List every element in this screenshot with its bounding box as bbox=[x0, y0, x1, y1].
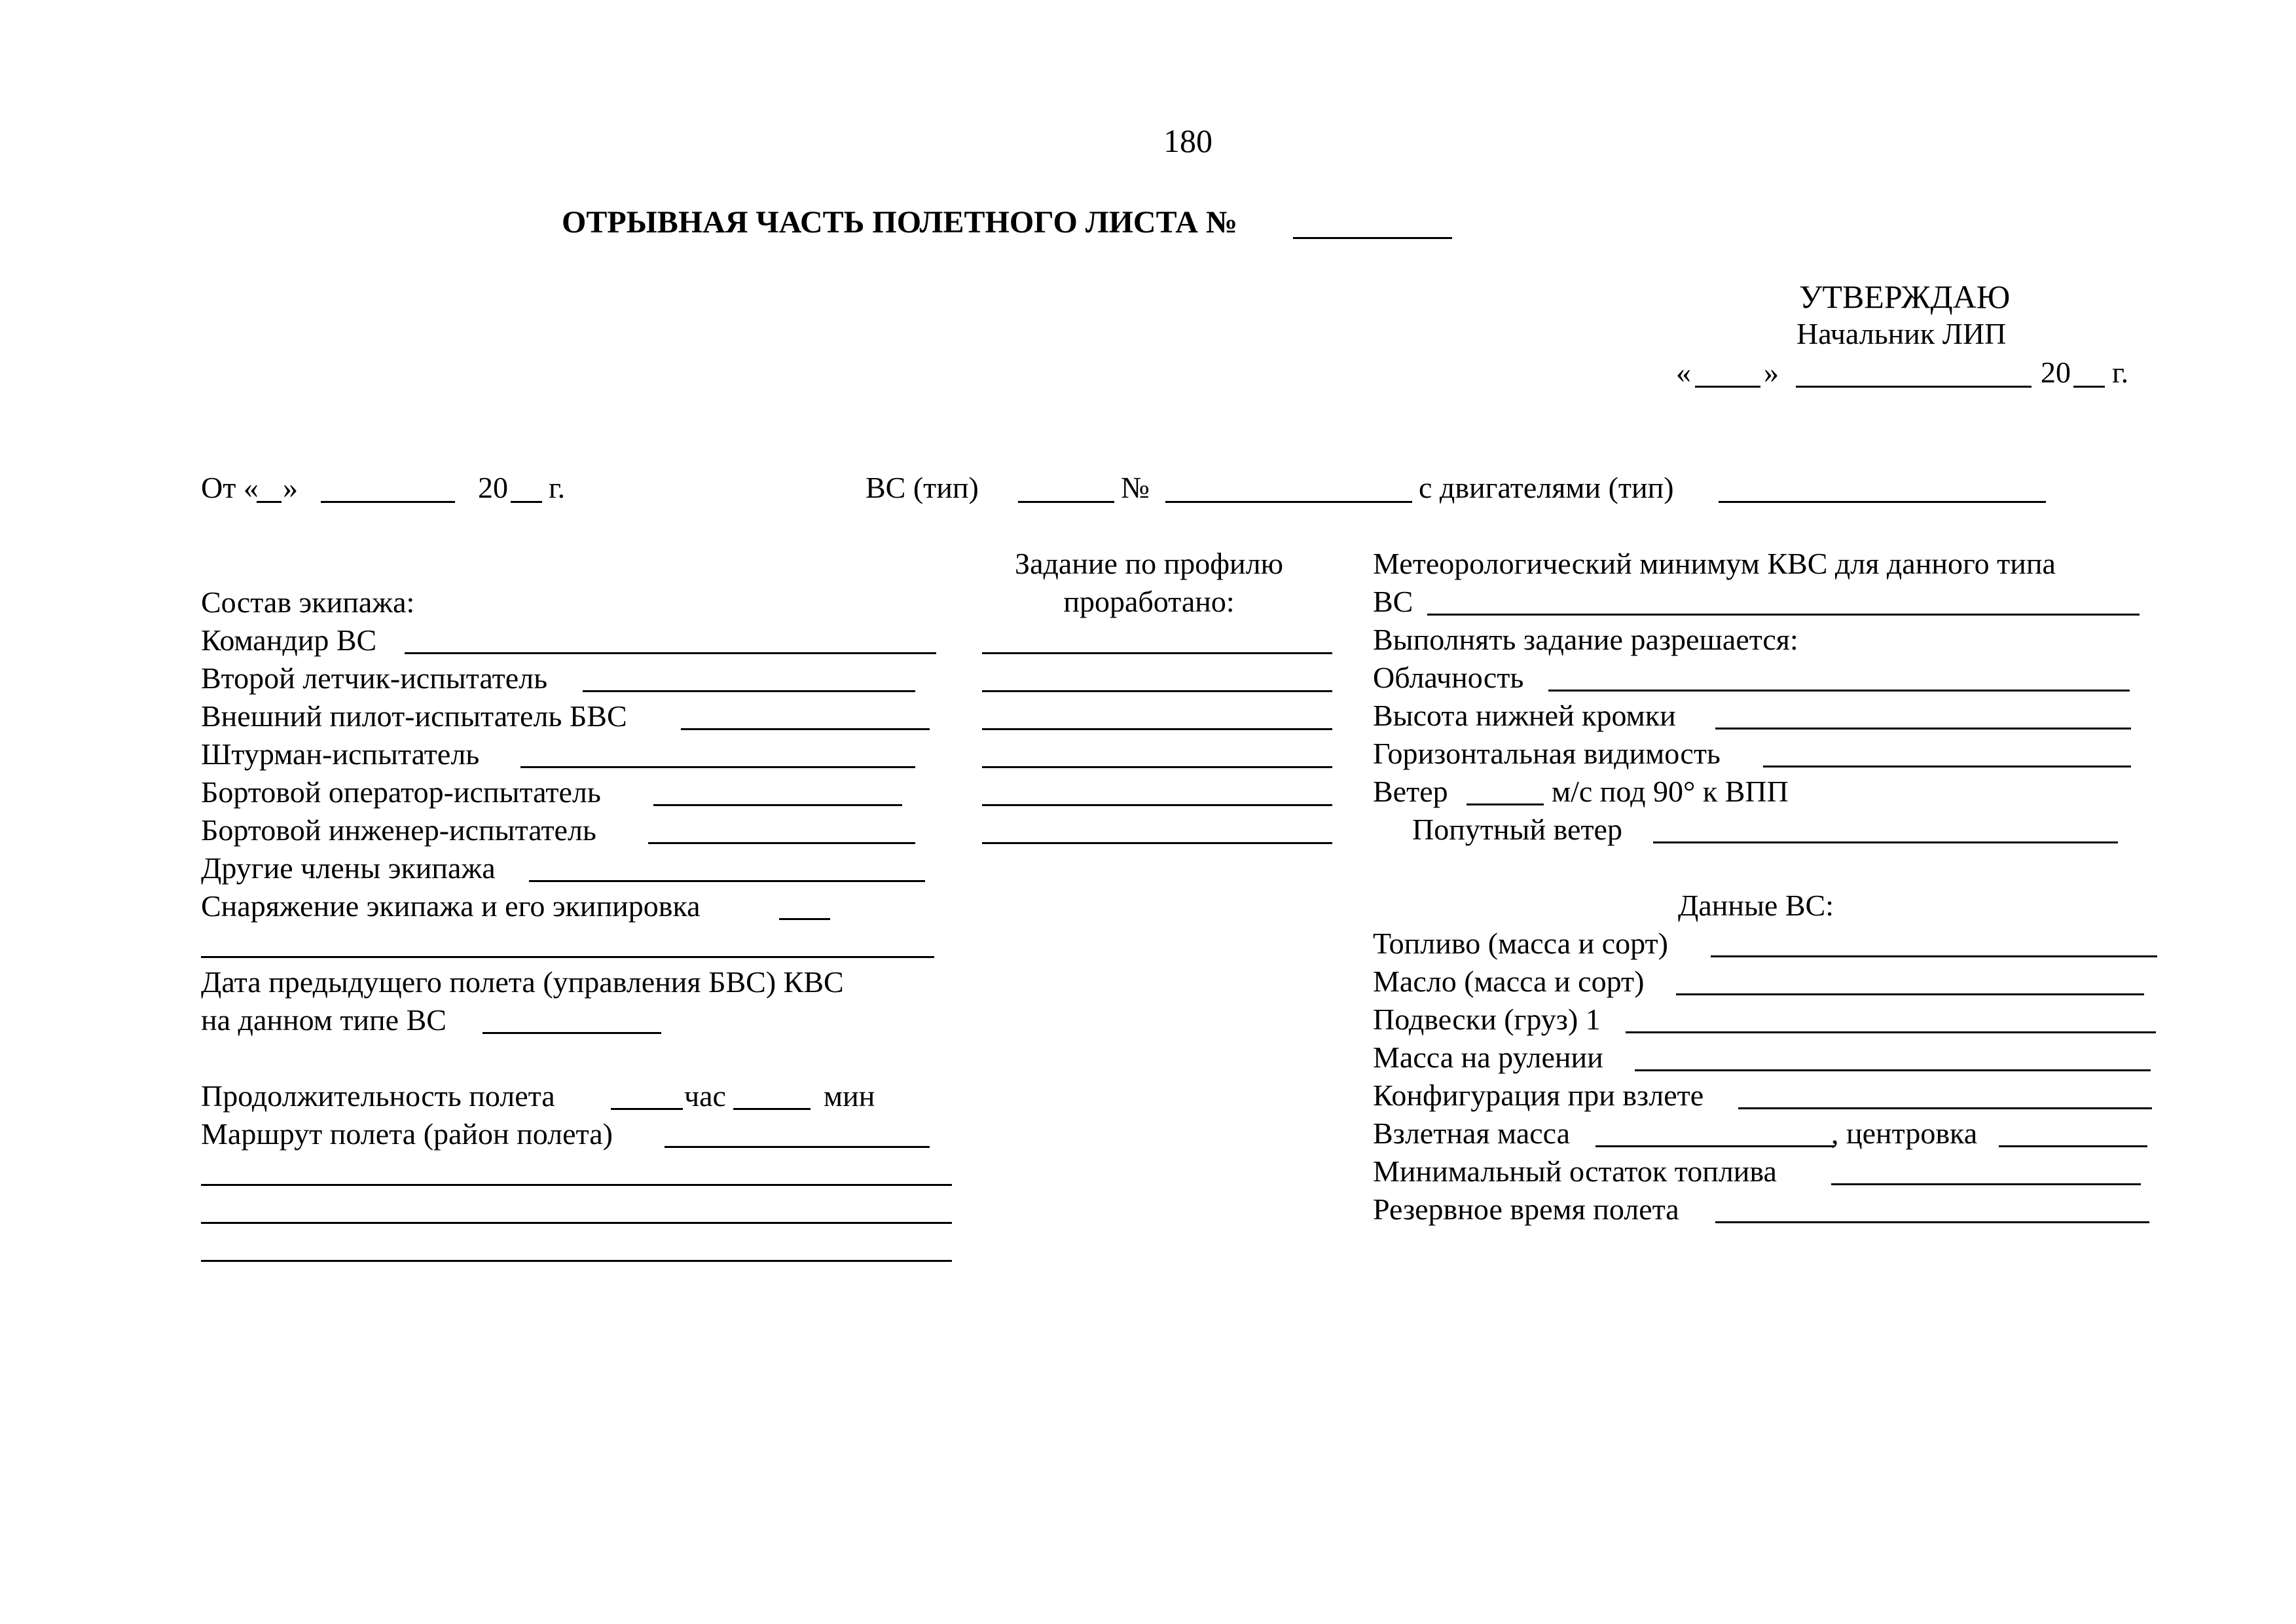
page-number: 180 bbox=[1163, 122, 1212, 159]
suspensions-label: Подвески (груз) 1 bbox=[1373, 1003, 1601, 1036]
wind-speed-blank[interactable] bbox=[1467, 803, 1544, 805]
cg-label: , центровка bbox=[1831, 1116, 1978, 1150]
suspensions-blank[interactable] bbox=[1626, 1031, 2156, 1033]
route-blank-line-3[interactable] bbox=[201, 1260, 952, 1262]
takeoff-config-label: Конфигурация при взлете bbox=[1373, 1079, 1704, 1112]
route-label: Маршрут полета (район полета) bbox=[201, 1117, 613, 1151]
profile-task-blank-3[interactable] bbox=[982, 728, 1332, 730]
prev-flight-label-1: Дата предыдущего полета (управления БВС) КВС bbox=[201, 965, 844, 999]
aircraft-type-label: ВС (тип) bbox=[866, 471, 979, 504]
from-year-blank[interactable] bbox=[511, 501, 542, 503]
aircraft-number-sign: № bbox=[1121, 471, 1150, 504]
from-year-prefix: 20 bbox=[478, 471, 508, 504]
onboard-engineer-label: Бортовой инженер-испытатель bbox=[201, 813, 596, 847]
duration-minutes-label: мин bbox=[824, 1079, 875, 1113]
from-day-blank[interactable] bbox=[257, 501, 282, 503]
approval-close-quote: » bbox=[1764, 356, 1779, 389]
commander-blank[interactable] bbox=[405, 652, 936, 654]
profile-task-blank-5[interactable] bbox=[982, 804, 1332, 806]
from-month-blank[interactable] bbox=[321, 501, 455, 503]
fuel-blank[interactable] bbox=[1711, 955, 2157, 957]
min-fuel-blank[interactable] bbox=[1831, 1183, 2141, 1185]
approval-open-quote: « bbox=[1676, 356, 1691, 389]
cloudiness-blank[interactable] bbox=[1548, 690, 2130, 692]
visibility-blank[interactable] bbox=[1763, 766, 2131, 767]
approval-year-suffix: г. bbox=[2112, 356, 2129, 389]
onboard-operator-blank[interactable] bbox=[653, 804, 902, 806]
profile-task-blank-4[interactable] bbox=[982, 766, 1332, 768]
duration-hours-label: час bbox=[684, 1079, 726, 1113]
tailwind-label: Попутный ветер bbox=[1412, 813, 1622, 846]
oil-label: Масло (масса и сорт) bbox=[1373, 965, 1645, 998]
weather-minimum-label-2: ВС bbox=[1373, 585, 1413, 618]
equipment-blank-line[interactable] bbox=[201, 956, 934, 958]
engines-type-blank[interactable] bbox=[1719, 501, 2046, 503]
cloudiness-label: Облачность bbox=[1373, 661, 1524, 694]
fuel-label: Топливо (масса и сорт) bbox=[1373, 927, 1668, 960]
taxi-mass-blank[interactable] bbox=[1635, 1069, 2151, 1071]
takeoff-mass-label: Взлетная масса bbox=[1373, 1116, 1571, 1150]
external-pilot-label: Внешний пилот-испытатель БВС bbox=[201, 699, 627, 733]
prev-flight-label-2: на данном типе ВС bbox=[201, 1003, 446, 1037]
approval-title: Начальник ЛИП bbox=[1796, 317, 2007, 350]
profile-task-heading-2: проработано: bbox=[1063, 585, 1235, 618]
from-date-close: » bbox=[283, 471, 298, 504]
approval-year-blank[interactable] bbox=[2073, 386, 2105, 388]
reserve-time-blank[interactable] bbox=[1715, 1221, 2149, 1223]
page-title: ОТРЫВНАЯ ЧАСТЬ ПОЛЕТНОГО ЛИСТА № bbox=[562, 205, 1238, 240]
reserve-time-label: Резервное время полета bbox=[1373, 1192, 1679, 1226]
commander-label: Командир ВС bbox=[201, 623, 377, 657]
aircraft-type-blank[interactable] bbox=[1018, 501, 1114, 503]
wind-label: Ветер bbox=[1373, 775, 1448, 808]
aircraft-number-blank[interactable] bbox=[1165, 501, 1412, 503]
other-crew-label: Другие члены экипажа bbox=[201, 851, 496, 885]
taxi-mass-label: Масса на рулении bbox=[1373, 1041, 1603, 1074]
navigator-label: Штурман-испытатель bbox=[201, 737, 480, 771]
approval-month-blank[interactable] bbox=[1796, 386, 2032, 388]
onboard-operator-label: Бортовой оператор-испытатель bbox=[201, 775, 601, 809]
weather-minimum-label-1: Метеорологический минимум КВС для данного типа bbox=[1373, 547, 2056, 580]
navigator-blank[interactable] bbox=[520, 766, 915, 768]
profile-task-blank-1[interactable] bbox=[982, 652, 1332, 654]
crew-heading: Состав экипажа: bbox=[201, 585, 415, 619]
aircraft-data-heading: Данные ВС: bbox=[1678, 889, 1834, 922]
second-pilot-label: Второй летчик-испытатель bbox=[201, 661, 548, 695]
approval-heading: УТВЕРЖДАЮ bbox=[1799, 278, 2011, 315]
approval-day-blank[interactable] bbox=[1695, 386, 1760, 388]
equipment-blank-short[interactable] bbox=[779, 918, 830, 920]
wind-suffix: м/с под 90° к ВПП bbox=[1552, 775, 1789, 808]
sheet-number-blank[interactable] bbox=[1293, 237, 1452, 239]
weather-minimum-blank[interactable] bbox=[1427, 614, 2140, 616]
second-pilot-blank[interactable] bbox=[583, 690, 915, 692]
profile-task-blank-6[interactable] bbox=[982, 842, 1332, 844]
other-crew-blank[interactable] bbox=[529, 880, 925, 882]
external-pilot-blank[interactable] bbox=[681, 728, 930, 730]
permitted-label: Выполнять задание разрешается: bbox=[1373, 623, 1798, 656]
duration-hours-blank[interactable] bbox=[611, 1108, 683, 1110]
prev-flight-blank[interactable] bbox=[483, 1032, 661, 1034]
tailwind-blank[interactable] bbox=[1653, 841, 2118, 843]
cloud-base-blank[interactable] bbox=[1715, 728, 2131, 729]
min-fuel-label: Минимальный остаток топлива bbox=[1373, 1154, 1777, 1188]
cloud-base-label: Высота нижней кромки bbox=[1373, 699, 1676, 732]
from-year-suffix: г. bbox=[549, 471, 566, 504]
cg-blank[interactable] bbox=[1999, 1145, 2147, 1147]
duration-label: Продолжительность полета bbox=[201, 1079, 555, 1113]
duration-minutes-blank[interactable] bbox=[733, 1108, 811, 1110]
profile-task-heading-1: Задание по профилю bbox=[1015, 547, 1283, 580]
route-blank[interactable] bbox=[665, 1146, 930, 1148]
approval-year-prefix: 20 bbox=[2041, 356, 2071, 389]
profile-task-blank-2[interactable] bbox=[982, 690, 1332, 692]
visibility-label: Горизонтальная видимость bbox=[1373, 737, 1721, 770]
onboard-engineer-blank[interactable] bbox=[648, 842, 915, 844]
oil-blank[interactable] bbox=[1676, 993, 2144, 995]
route-blank-line-2[interactable] bbox=[201, 1222, 952, 1224]
engines-type-label: с двигателями (тип) bbox=[1419, 471, 1674, 504]
takeoff-config-blank[interactable] bbox=[1738, 1107, 2152, 1109]
from-date-open: От « bbox=[201, 471, 259, 504]
route-blank-line-1[interactable] bbox=[201, 1184, 952, 1186]
equipment-label: Снаряжение экипажа и его экипировка bbox=[201, 889, 701, 923]
takeoff-mass-blank[interactable] bbox=[1595, 1145, 1834, 1147]
